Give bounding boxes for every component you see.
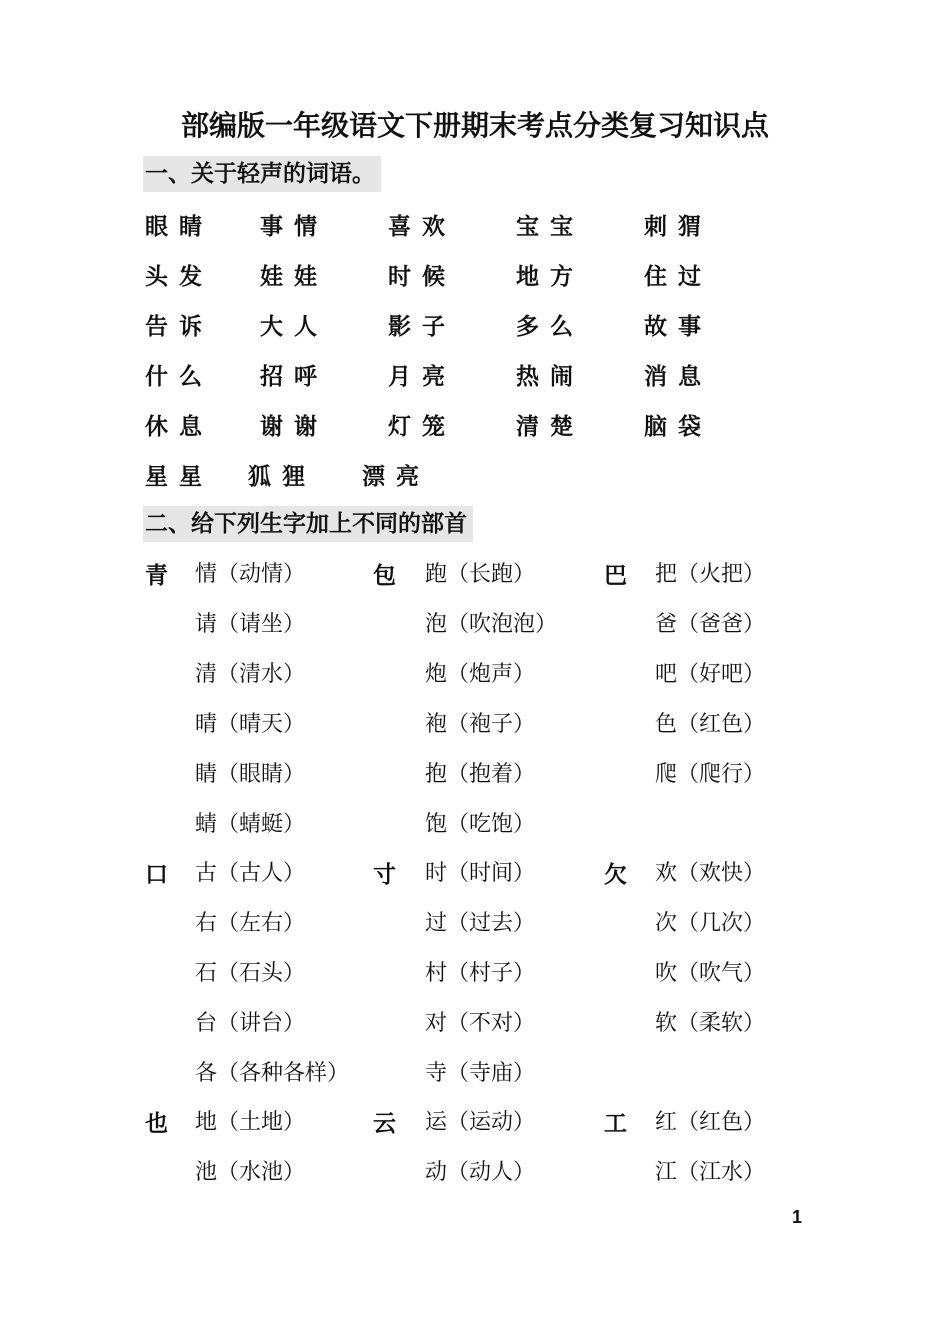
neutral-tone-word: 眼睛 bbox=[145, 214, 213, 240]
neutral-tone-word: 热闹 bbox=[516, 364, 584, 390]
neutral-tone-word: 漂亮 bbox=[362, 464, 430, 490]
radical-entry: 吹（吹气） bbox=[655, 961, 766, 986]
radical-char: 巴 bbox=[604, 563, 627, 589]
neutral-tone-word: 休息 bbox=[145, 414, 213, 440]
neutral-tone-word: 事情 bbox=[260, 214, 328, 240]
page-title: 部编版一年级语文下册期末考点分类复习知识点 bbox=[180, 109, 769, 142]
neutral-tone-word: 清楚 bbox=[516, 414, 584, 440]
radical-char: 工 bbox=[604, 1111, 627, 1137]
radical-entry: 古（古人） bbox=[195, 861, 306, 886]
radical-entry: 村（村子） bbox=[425, 961, 536, 986]
radical-entry: 对（不对） bbox=[425, 1011, 536, 1036]
neutral-tone-word: 消息 bbox=[644, 364, 712, 390]
neutral-tone-word: 影子 bbox=[388, 314, 456, 340]
radical-entry: 袍（袍子） bbox=[425, 712, 536, 737]
neutral-tone-word: 招呼 bbox=[260, 364, 328, 390]
radical-entry: 欢（欢快） bbox=[655, 861, 766, 886]
radical-entry: 寺（寺庙） bbox=[425, 1061, 536, 1086]
radical-entry: 抱（抱着） bbox=[425, 762, 536, 787]
radical-entry: 软（柔软） bbox=[655, 1011, 766, 1036]
neutral-tone-word: 时候 bbox=[388, 264, 456, 290]
radical-entry: 江（江水） bbox=[655, 1160, 766, 1185]
radical-char: 云 bbox=[373, 1111, 396, 1137]
section-heading-radicals: 二、给下列生字加上不同的部首 bbox=[143, 506, 473, 542]
radical-entry: 请（请坐） bbox=[195, 612, 306, 637]
radical-entry: 吧（好吧） bbox=[655, 662, 766, 687]
neutral-tone-word: 刺猬 bbox=[644, 214, 712, 240]
neutral-tone-word: 多么 bbox=[516, 314, 584, 340]
radical-char: 寸 bbox=[373, 862, 396, 888]
radical-entry: 跑（长跑） bbox=[425, 562, 536, 587]
radical-char: 欠 bbox=[604, 862, 627, 888]
neutral-tone-word: 住过 bbox=[644, 264, 712, 290]
radical-char: 也 bbox=[145, 1111, 168, 1137]
neutral-tone-word: 月亮 bbox=[388, 364, 456, 390]
radical-entry: 池（水池） bbox=[195, 1160, 306, 1185]
radical-entry: 爸（爸爸） bbox=[655, 612, 766, 637]
radical-entry: 爬（爬行） bbox=[655, 762, 766, 787]
radical-entry: 过（过去） bbox=[425, 911, 536, 936]
neutral-tone-word: 什么 bbox=[145, 364, 213, 390]
radical-entry: 清（清水） bbox=[195, 662, 306, 687]
radical-entry: 石（石头） bbox=[195, 961, 306, 986]
neutral-tone-word: 大人 bbox=[260, 314, 328, 340]
neutral-tone-word: 宝宝 bbox=[516, 214, 584, 240]
radical-entry: 泡（吹泡泡） bbox=[425, 612, 558, 637]
neutral-tone-word: 星星 bbox=[145, 464, 213, 490]
radical-entry: 蜻（蜻蜓） bbox=[195, 812, 306, 837]
neutral-tone-word: 喜欢 bbox=[388, 214, 456, 240]
radical-entry: 炮（炮声） bbox=[425, 662, 536, 687]
neutral-tone-word: 告诉 bbox=[145, 314, 213, 340]
neutral-tone-word: 谢谢 bbox=[260, 414, 328, 440]
page-number: 1 bbox=[792, 1207, 803, 1227]
neutral-tone-word: 头发 bbox=[145, 264, 213, 290]
radical-entry: 时（时间） bbox=[425, 861, 536, 886]
radical-entry: 运（运动） bbox=[425, 1110, 536, 1135]
radical-entry: 情（动情） bbox=[195, 562, 306, 587]
radical-entry: 红（红色） bbox=[655, 1110, 766, 1135]
neutral-tone-word: 地方 bbox=[516, 264, 584, 290]
neutral-tone-word: 脑袋 bbox=[644, 414, 712, 440]
neutral-tone-word: 灯笼 bbox=[388, 414, 456, 440]
radical-char: 包 bbox=[373, 563, 396, 589]
radical-entry: 睛（眼睛） bbox=[195, 762, 306, 787]
radical-entry: 色（红色） bbox=[655, 712, 766, 737]
radical-entry: 右（左右） bbox=[195, 911, 306, 936]
radical-entry: 晴（晴天） bbox=[195, 712, 306, 737]
radical-char: 口 bbox=[145, 862, 168, 888]
neutral-tone-word: 故事 bbox=[644, 314, 712, 340]
radical-entry: 把（火把） bbox=[655, 562, 766, 587]
radical-entry: 各（各种各样） bbox=[195, 1061, 350, 1086]
radical-char: 青 bbox=[145, 563, 168, 589]
radical-entry: 饱（吃饱） bbox=[425, 812, 536, 837]
radical-entry: 台（讲台） bbox=[195, 1011, 306, 1036]
neutral-tone-word: 娃娃 bbox=[260, 264, 328, 290]
section-heading-neutral-tone: 一、关于轻声的词语。 bbox=[143, 156, 381, 192]
radical-entry: 地（土地） bbox=[195, 1110, 306, 1135]
radical-entry: 次（几次） bbox=[655, 911, 766, 936]
radical-entry: 动（动人） bbox=[425, 1160, 536, 1185]
neutral-tone-word: 狐狸 bbox=[248, 464, 316, 490]
